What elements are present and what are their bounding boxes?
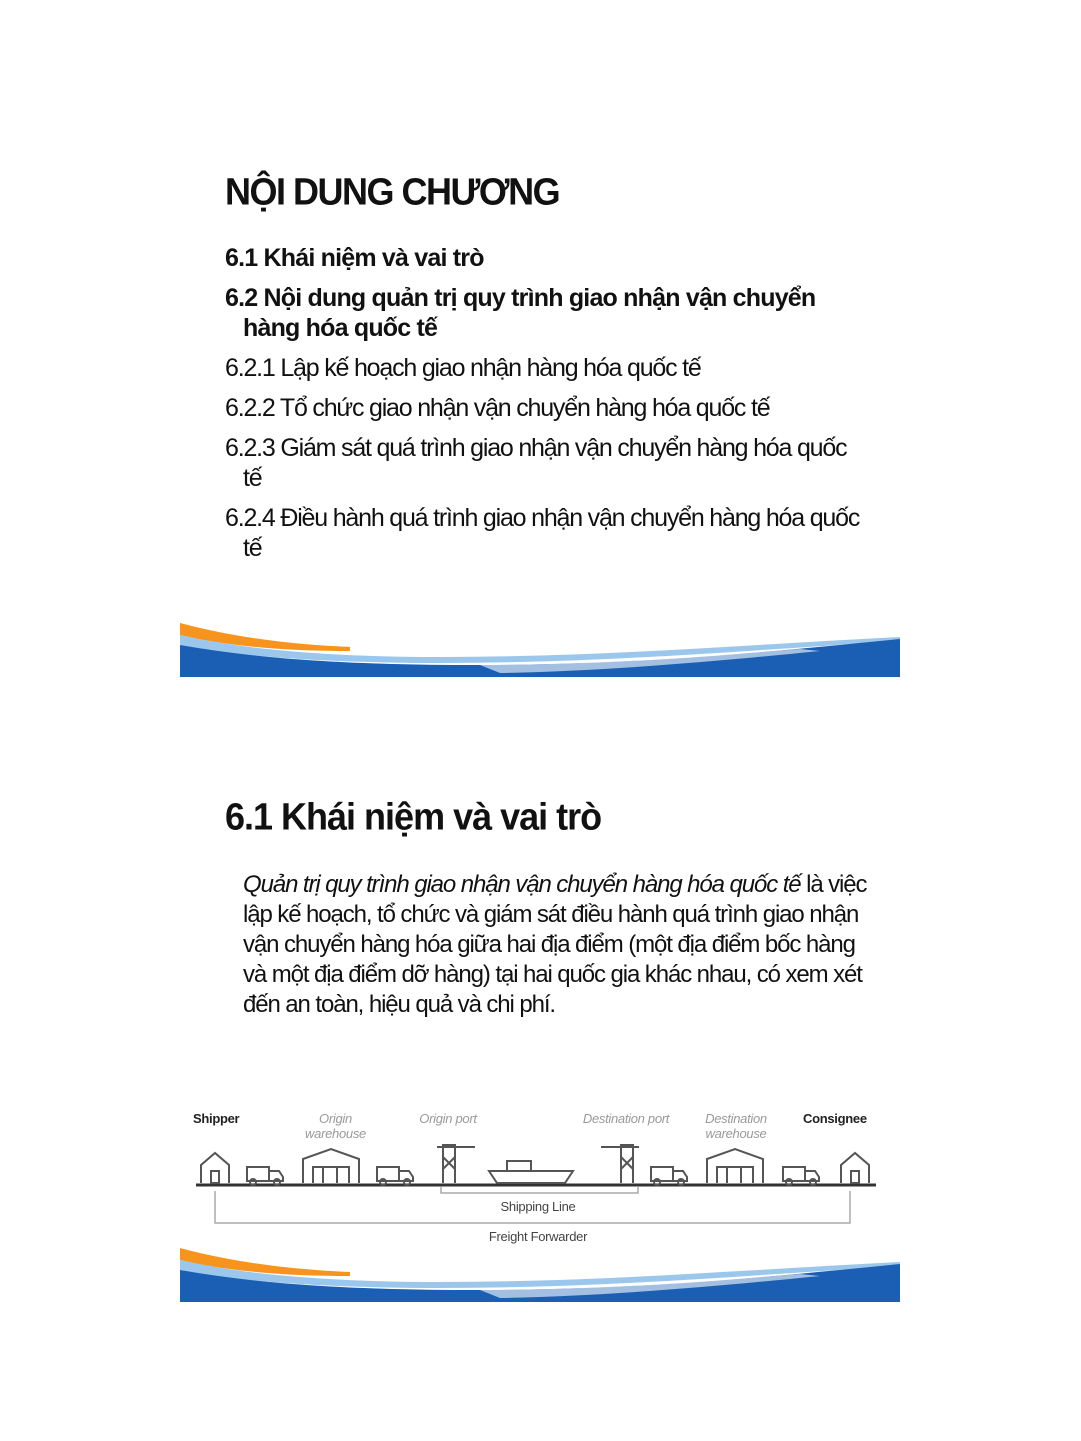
house-icon [841, 1153, 869, 1183]
slide-title: NỘI DUNG CHƯƠNG [225, 170, 560, 214]
definition-text [243, 870, 873, 1020]
logistics-chain-diagram [193, 1105, 883, 1255]
truck-icon [783, 1167, 819, 1185]
shipping-line-label: Shipping Line [500, 1199, 576, 1214]
origin-port-label: Origin port [419, 1111, 477, 1126]
toc-item: 6.1 Khái niệm và vai trò [225, 244, 484, 272]
toc-item: 6.2.4 Điều hành quá trình giao nhận vận chuyển hàng hóa quốc tế [225, 504, 860, 562]
truck-icon [377, 1167, 413, 1185]
origin-warehouse-label: Origin warehouse [305, 1111, 366, 1141]
warehouse-icon [303, 1149, 359, 1183]
definition-term: Quản trị quy trình giao nhận vận chuyển hàng hóa quốc tế [243, 871, 801, 898]
ship-icon [489, 1161, 573, 1183]
toc-item: 6.2.3 Giám sát quá trình giao nhận vận chuyển hàng hóa quốc tế [225, 434, 847, 492]
freight-forwarder-label: Freight Forwarder [488, 1229, 588, 1244]
destination-warehouse-label: Destination warehouse [705, 1111, 767, 1141]
toc-item: 6.2.2 Tổ chức giao nhận vận chuyển hàng hóa quốc tế [225, 394, 770, 422]
slide-title: 6.1 Khái niệm và vai trò [225, 795, 602, 839]
house-icon [201, 1153, 229, 1183]
footer-wave-decoration [180, 621, 900, 677]
truck-icon [651, 1167, 687, 1185]
crane-icon [601, 1145, 639, 1183]
truck-icon [247, 1167, 283, 1185]
crane-icon [437, 1145, 475, 1183]
destination-port-label: Destination port [582, 1111, 670, 1126]
table-of-contents [225, 243, 865, 573]
definition-body: là việc lập kế hoạch, tổ chức và giám sát điều hành quá trình giao nhận vận chuyển hàng hóa giữa hai địa điểm (một địa điểm bốc hàng và một địa điểm dỡ hàng) tại hai quốc gia khác nhau, có xem xét đến an toàn, hiệu quả và chi phí. [243, 871, 867, 1018]
shipper-label: Shipper [193, 1111, 240, 1126]
toc-item: 6.2.1 Lập kế hoạch giao nhận hàng hóa quốc tế [225, 354, 701, 382]
consignee-label: Consignee [803, 1111, 867, 1126]
slide-contents [180, 120, 900, 677]
warehouse-icon [707, 1149, 763, 1183]
toc-item: 6.2 Nội dung quản trị quy trình giao nhận vận chuyển hàng hóa quốc tế [225, 284, 816, 342]
